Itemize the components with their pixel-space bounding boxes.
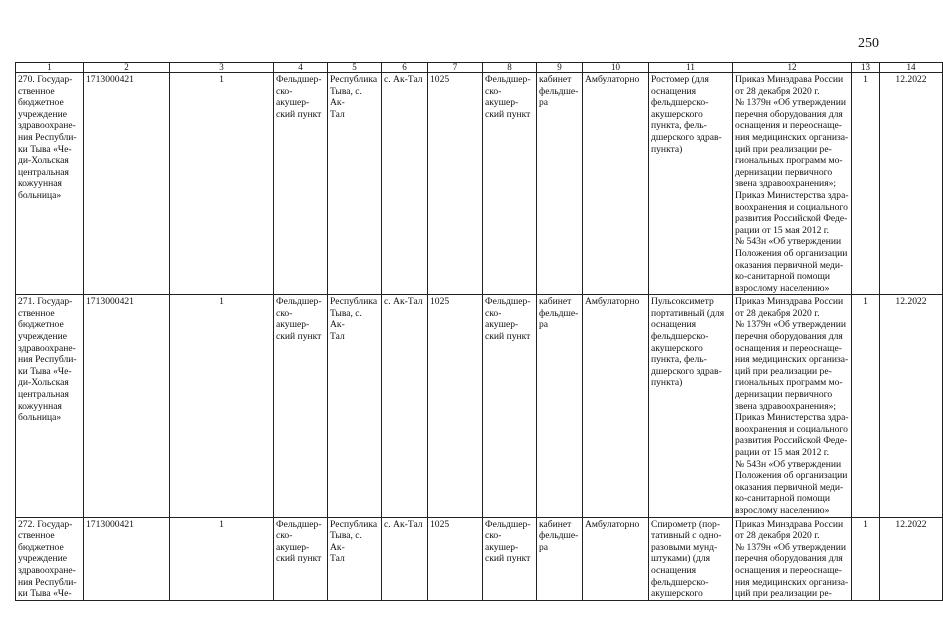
room-cell: кабинет фельдше- ра bbox=[537, 295, 583, 517]
equipment-cell: Спирометр (пор- тативный с одно- разовыми мунд- штуками) (для оснащения фельдшерско- акушерского bbox=[649, 517, 733, 600]
column-number: 10 bbox=[583, 63, 649, 73]
equipment-cell: Пульсоксиметр портативный (для оснащения фельдшерско- акушерского пункта, фель- дшерского здрав- пункта) bbox=[649, 295, 733, 517]
page-number: 250 bbox=[858, 36, 879, 51]
quantity-cell: 1 bbox=[852, 73, 880, 295]
organization-cell: 271. Государ- ственное бюджетное учреждение здравоохране- ния Республи- ки Тыва «Че- ди-Хольская центральная кожуунная больница» bbox=[16, 295, 84, 517]
col3-cell: 1 bbox=[170, 73, 274, 295]
column-number: 8 bbox=[483, 63, 537, 73]
column-number: 11 bbox=[649, 63, 733, 73]
address-cell: Республика Тыва, с. Ак- Тал bbox=[328, 517, 382, 600]
inn-cell: 1713000421 bbox=[84, 517, 170, 600]
date-cell: 12.2022 bbox=[880, 295, 943, 517]
column-number: 12 bbox=[733, 63, 852, 73]
address-cell: Республика Тыва, с. Ак- Тал bbox=[328, 73, 382, 295]
column-number: 2 bbox=[84, 63, 170, 73]
equipment-cell: Ростомер (для оснащения фельдшерско- акушерского пункта, фель- дшерского здрав- пункта) bbox=[649, 73, 733, 295]
code-cell: 1025 bbox=[428, 517, 483, 600]
unit-type-cell: Фельдшер- ско- акушер- ский пункт bbox=[274, 73, 328, 295]
inn-cell: 1713000421 bbox=[84, 73, 170, 295]
code-cell: 1025 bbox=[428, 295, 483, 517]
column-number: 9 bbox=[537, 63, 583, 73]
quantity-cell: 1 bbox=[852, 517, 880, 600]
care-form-cell: Амбулаторно bbox=[583, 295, 649, 517]
table-row bbox=[16, 517, 943, 600]
subdivision-cell: Фельдшер- ско- акушер- ский пункт bbox=[483, 295, 537, 517]
column-number-row bbox=[16, 63, 943, 73]
subdivision-cell: Фельдшер- ско- акушер- ский пункт bbox=[483, 73, 537, 295]
subdivision-cell: Фельдшер- ско- акушер- ский пункт bbox=[483, 517, 537, 600]
inn-cell: 1713000421 bbox=[84, 295, 170, 517]
regulation-cell: Приказ Минздрава России от 28 декабря 2020 г. № 1379н «Об утверждении перечня оборудования для оснащения и переоснаще- ния медицинских организа- ций при реализации ре- гиональных программ мо- дернизации первичного звена здравоохранения»; Приказ Министерства здра- воохранения и социального развития Российской Феде- рации от 15 мая 2012 г. № 543н «Об утверждении Положения об организации оказания первичной меди- ко-санитарной помощи взрослому населению» bbox=[733, 295, 852, 517]
column-number: 14 bbox=[880, 63, 943, 73]
date-cell: 12.2022 bbox=[880, 517, 943, 600]
column-number: 4 bbox=[274, 63, 328, 73]
organization-cell: 270. Государ- ственное бюджетное учреждение здравоохране- ния Республи- ки Тыва «Че- ди-Хольская центральная кожуунная больница» bbox=[16, 73, 84, 295]
regulation-cell: Приказ Минздрава России от 28 декабря 2020 г. № 1379н «Об утверждении перечня оборудования для оснащения и переоснаще- ния медицинских организа- ций при реализации ре- гиональных программ мо- дернизации первичного звена здравоохранения»; Приказ Министерства здра- воохранения и социального развития Российской Феде- рации от 15 мая 2012 г. № 543н «Об утверждении Положения об организации оказания первичной меди- ко-санитарной помощи взрослому населению» bbox=[733, 73, 852, 295]
equipment-table bbox=[15, 62, 943, 601]
column-number: 6 bbox=[382, 63, 428, 73]
col3-cell: 1 bbox=[170, 517, 274, 600]
settlement-cell: с. Ак-Тал bbox=[382, 73, 428, 295]
address-cell: Республика Тыва, с. Ак- Тал bbox=[328, 295, 382, 517]
settlement-cell: с. Ак-Тал bbox=[382, 517, 428, 600]
settlement-cell: с. Ак-Тал bbox=[382, 295, 428, 517]
col3-cell: 1 bbox=[170, 295, 274, 517]
care-form-cell: Амбулаторно bbox=[583, 73, 649, 295]
column-number: 13 bbox=[852, 63, 880, 73]
unit-type-cell: Фельдшер- ско- акушер- ский пункт bbox=[274, 295, 328, 517]
room-cell: кабинет фельдше- ра bbox=[537, 73, 583, 295]
organization-cell: 272. Государ- ственное бюджетное учреждение здравоохране- ния Республи- ки Тыва «Че- bbox=[16, 517, 84, 600]
table-row bbox=[16, 73, 943, 295]
care-form-cell: Амбулаторно bbox=[583, 517, 649, 600]
code-cell: 1025 bbox=[428, 73, 483, 295]
table-row bbox=[16, 295, 943, 517]
unit-type-cell: Фельдшер- ско- акушер- ский пункт bbox=[274, 517, 328, 600]
quantity-cell: 1 bbox=[852, 295, 880, 517]
room-cell: кабинет фельдше- ра bbox=[537, 517, 583, 600]
date-cell: 12.2022 bbox=[880, 73, 943, 295]
column-number: 1 bbox=[16, 63, 84, 73]
column-number: 3 bbox=[170, 63, 274, 73]
column-number: 5 bbox=[328, 63, 382, 73]
column-number: 7 bbox=[428, 63, 483, 73]
regulation-cell: Приказ Минздрава России от 28 декабря 2020 г. № 1379н «Об утверждении перечня оборудования для оснащения и переоснаще- ния медицинских организа- ций при реализации ре- bbox=[733, 517, 852, 600]
